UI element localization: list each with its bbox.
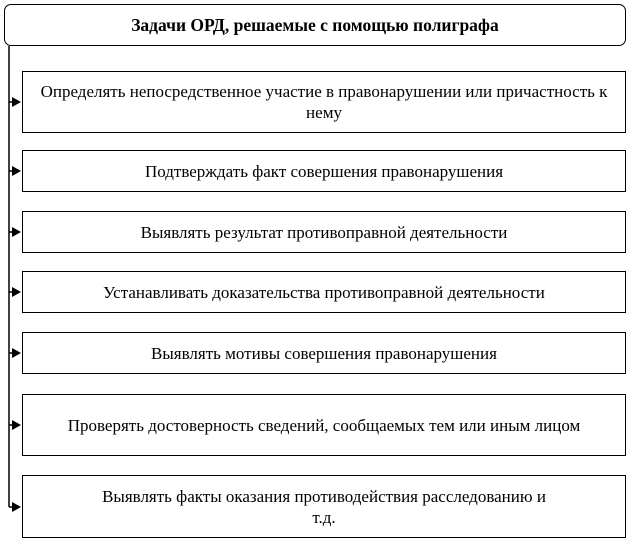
task-box-7: [22, 475, 626, 538]
task-text-1: Определять непосредственное участие в правонарушении или причастность к нему: [40, 82, 608, 122]
task-text-7: Выявлять факты оказания противодействия расследованию и т.д.: [102, 486, 546, 527]
connector-arrow-7: [9, 502, 21, 512]
diagram-header: [4, 4, 626, 46]
task-box-4: [22, 271, 626, 313]
connector-arrow-3: [9, 227, 21, 237]
task-text-4: Устанавливать доказательства противоправной деятельности: [103, 282, 545, 302]
task-box-6: [22, 394, 626, 456]
task-box-2: [22, 150, 626, 192]
connector-arrow-5: [9, 348, 21, 358]
connector-arrow-6: [9, 420, 21, 430]
connector-arrow-1: [9, 97, 21, 107]
diagram-title: Задачи ОРД, решаемые с помощью полиграфа: [131, 14, 499, 35]
task-box-1: [22, 71, 626, 133]
connector-arrow-4: [9, 287, 21, 297]
task-text-5: Выявлять мотивы совершения правонарушения: [151, 343, 497, 363]
task-box-5: [22, 332, 626, 374]
task-text-3: Выявлять результат противоправной деятельности: [140, 222, 508, 242]
task-text-2: Подтверждать факт совершения правонарушения: [144, 161, 504, 181]
task-box-3: [22, 211, 626, 253]
connector-arrow-2: [9, 166, 21, 176]
task-text-6: Проверять достоверность сведений, сообщаемых тем или иным лицом: [67, 415, 581, 435]
